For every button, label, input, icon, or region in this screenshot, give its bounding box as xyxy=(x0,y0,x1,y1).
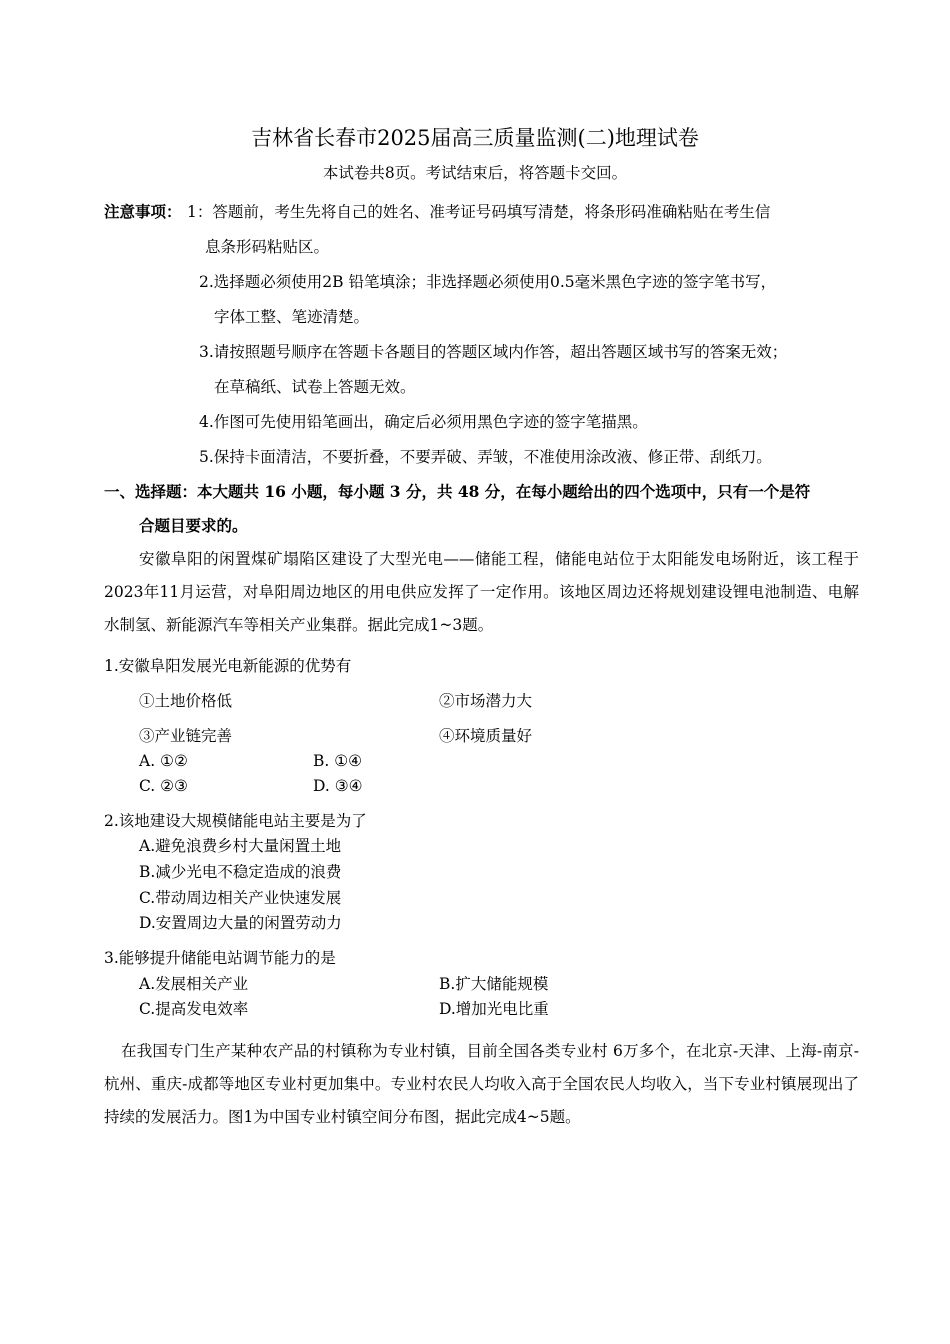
notice-label: 注意事项： xyxy=(104,202,182,221)
q3-option-c: C.提高发电效率 xyxy=(139,1000,249,1018)
notice-item-2: 2.选择题必须使用2B 铅笔填涂；非选择题必须使用0.5毫米黑色字迹的签字笔书写， xyxy=(199,273,777,291)
passage-1: 安徽阜阳的闲置煤矿塌陷区建设了大型光电——储能工程，储能电站位于太阳能发电场附近，该工程于2023年11月运营，对阜阳周边地区的用电供应发挥了一定作用。该地区周边还将规划建设锂电池制造、电解水制氢、新能源汽车等相关产业集群。据此完成1~3题。 xyxy=(104,550,859,634)
notice-item-3: 3.请按照题号顺序在答题卡各题目的答题区域内作答，超出答题区域书写的答案无效； xyxy=(199,343,788,361)
q3-option-b: B.扩大储能规模 xyxy=(439,975,549,993)
q2-option-d: D.安置周边大量的闲置劳动力 xyxy=(139,914,342,932)
notice-item-2-cont: 字体工整、笔迹清楚。 xyxy=(214,308,370,326)
section-header: 一、选择题：本大题共 16 小题，每小题 3 分，共 48 分，在每小题给出的四个选项中，只有一个是符 xyxy=(104,482,811,501)
q1-statement-3: ③产业链完善 xyxy=(139,727,233,745)
q3-stem: 3.能够提升储能电站调节能力的是 xyxy=(104,949,336,967)
notice-item-1: 1：答题前，考生先将自己的姓名、准考证号码填写清楚，将条形码准确粘贴在考生信 xyxy=(187,203,771,221)
passage-2: 在我国专门生产某种农产品的村镇称为专业村镇，目前全国各类专业村 6万多个，在北京-天津、上海-南京-杭州、重庆-成都等地区专业村更加集中。专业村农民人均收入高于全国农民人均收入，当下专业村镇展现出了持续的发展活力。图1为中国专业村镇空间分布图，据此完成4~5题。 xyxy=(104,1042,859,1126)
q2-option-c: C.带动周边相关产业快速发展 xyxy=(139,889,342,907)
q2-option-a: A.避免浪费乡村大量闲置土地 xyxy=(139,837,342,855)
q1-statement-2: ②市场潜力大 xyxy=(439,692,533,710)
notice-item-5: 5.保持卡面清洁，不要折叠，不要弄破、弄皱，不准使用涂改液、修正带、刮纸刀。 xyxy=(199,448,772,466)
q1-statement-1: ①土地价格低 xyxy=(139,692,233,710)
notice-item-3-cont: 在草稿纸、试卷上答题无效。 xyxy=(214,378,416,396)
q3-option-a: A.发展相关产业 xyxy=(139,975,249,993)
q1-statement-4: ④环境质量好 xyxy=(439,727,533,745)
q2-option-b: B.减少光电不稳定造成的浪费 xyxy=(139,863,342,881)
notice-item-1-cont: 息条形码粘贴区。 xyxy=(205,238,330,256)
page-subtitle: 本试卷共8页。考试结束后，将答题卡交回。 xyxy=(322,164,628,182)
q3-option-d: D.增加光电比重 xyxy=(439,1000,549,1018)
q1-option-d: D. ③④ xyxy=(313,777,363,795)
q2-stem: 2.该地建设大规模储能电站主要是为了 xyxy=(104,812,367,830)
q1-stem: 1.安徽阜阳发展光电新能源的优势有 xyxy=(104,657,352,675)
page-title: 吉林省长春市2025届高三质量监测(二)地理试卷 xyxy=(251,126,699,150)
q1-option-a: A. ①② xyxy=(139,752,188,770)
q1-option-c: C. ②③ xyxy=(139,777,188,795)
notice-item-4: 4.作图可先使用铅笔画出，确定后必须用黑色字迹的签字笔描黑。 xyxy=(199,413,648,431)
section-header-cont: 合题目要求的。 xyxy=(139,516,248,535)
q1-option-b: B. ①④ xyxy=(313,752,363,770)
